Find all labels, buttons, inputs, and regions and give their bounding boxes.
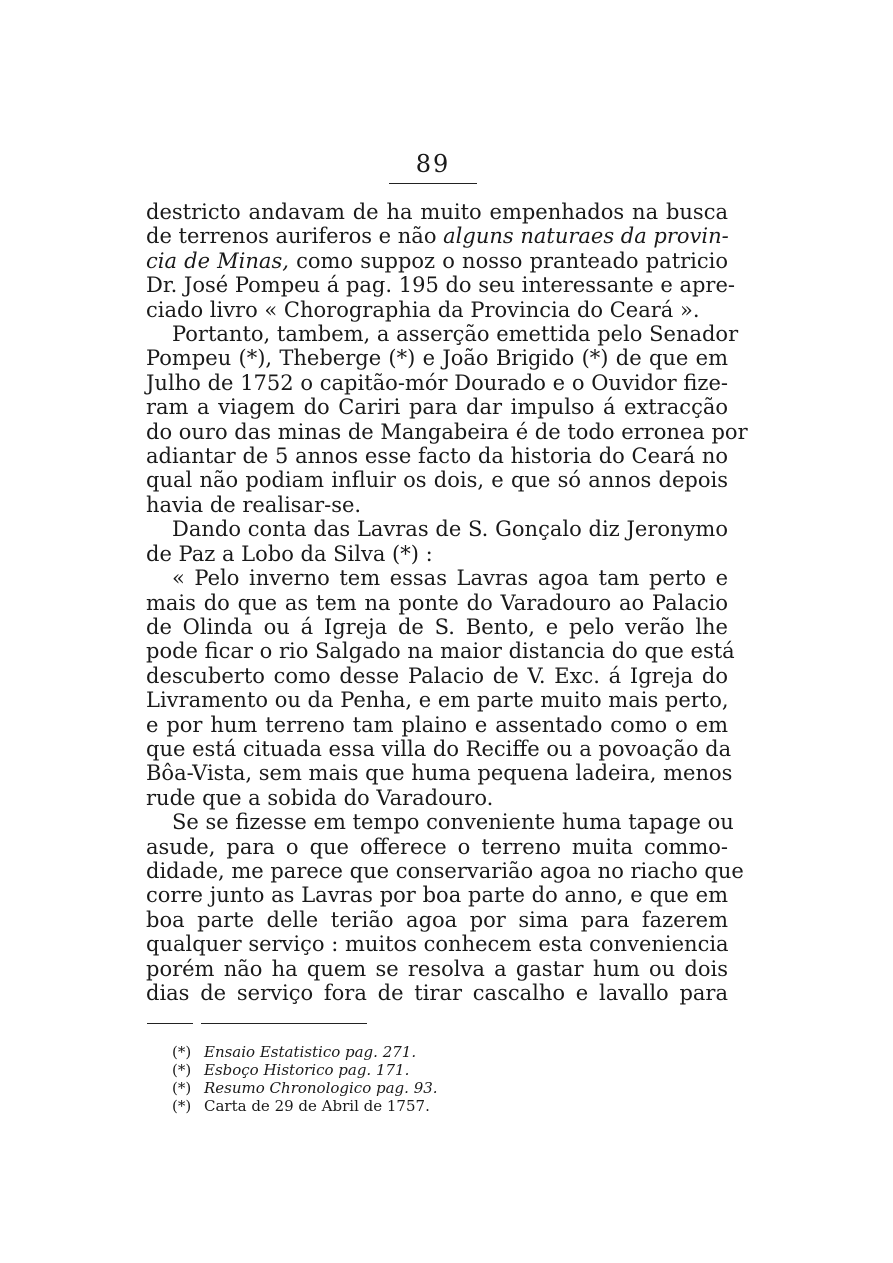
text-line: do ouro das minas de Mangabeira é de todo erronea por [146, 419, 748, 444]
text-line: de Paz a Lobo da Silva (*) : [146, 541, 433, 566]
text-line: descuberto como desse Palacio de V. Exc. á Igreja do [146, 663, 728, 688]
italic-phrase: cia de Minas, [146, 248, 289, 273]
text-line: asude, para o que offerece o terreno muita commo- [146, 834, 728, 859]
footnote-rule-long [201, 1023, 367, 1024]
text-line: qualquer serviço : muitos conhecem esta conveniencia [146, 932, 729, 957]
text-line: corre junto as Lavras por boa parte do anno, e que em [146, 883, 728, 908]
footnote-mark: (*) [172, 1061, 192, 1079]
text-line: « Pelo inverno tem essas Lavras agoa tam perto e [172, 566, 728, 591]
footnote-text: Resumo Chronologico pag. 93. [204, 1079, 438, 1097]
text-line: havia de realisar-se. [146, 492, 362, 517]
footnote [172, 1079, 592, 1097]
text-line: mais do que as tem na ponte do Varadouro ao Palacio [146, 590, 728, 615]
footnote-text: Ensaio Estatistico pag. 271. [204, 1043, 417, 1061]
footnote-mark: (*) [172, 1079, 192, 1097]
text-line: didade, me parece que conservarião agoa no riacho que [146, 858, 744, 883]
text-line: boa parte delle terião agoa por sima para fazerem [146, 907, 728, 932]
footnote-text: Esboço Historico pag. 171. [204, 1061, 410, 1079]
text-line: dias de serviço fora de tirar cascalho e lavallo para [146, 981, 728, 1005]
footnote-mark: (*) [172, 1043, 192, 1061]
text-line: pode ficar o rio Salgado na maior distancia do que está [146, 639, 735, 664]
text-line: porém não ha quem se resolva a gastar hum ou dois [146, 956, 728, 981]
text-line: Dr. José Pompeu á pag. 195 do seu interessante e apre- [146, 273, 735, 298]
text-line: de terrenos auriferos e não alguns naturaes da provin- [146, 224, 729, 249]
text-line: que está cituada essa villa do Reciffe ou a povoação da [146, 736, 732, 761]
text-line: de Olinda ou á Igreja de S. Bento, e pelo verão lhe [146, 614, 728, 639]
text-line: qual não podiam influir os dois, e que só annos depois [146, 468, 728, 493]
footnote [172, 1043, 592, 1061]
footnotes [172, 1043, 592, 1115]
italic-phrase: alguns naturaes da provin- [443, 224, 729, 249]
text-line: adiantar de 5 annos esse facto da historia do Ceará no [146, 444, 728, 469]
footnote-mark: (*) [172, 1097, 192, 1115]
text-line: Julho de 1752 o capitão-mór Dourado e o Ouvidor fize- [146, 370, 728, 395]
text-line: ciado livro « Chorographia da Provincia do Ceará ». [146, 297, 700, 322]
text-line: ram a viagem do Cariri para dar impulso á extracção [146, 395, 728, 420]
footnote-rule-short [147, 1023, 193, 1024]
text-line: Se se fizesse em tempo conveniente huma tapage ou [172, 810, 734, 835]
text-line: Dando conta das Lavras de S. Gonçalo diz Jeronymo [172, 517, 728, 542]
header-rule [389, 183, 477, 184]
text-line: Portanto, tambem, a asserção emettida pelo Senador [172, 322, 739, 347]
text-line: Bôa-Vista, sem mais que huma pequena ladeira, menos [146, 761, 733, 786]
text-line: e por hum terreno tam plaino e assentado como o em [146, 712, 728, 737]
text-line: Livramento ou da Penha, e em parte muito mais perto, [146, 688, 729, 713]
page-number: 89 [415, 150, 451, 178]
footnote [172, 1061, 592, 1079]
text-line: cia de Minas, como suppoz o nosso pranteado patricio [146, 248, 729, 273]
text-line: destricto andavam de ha muito empenhados na busca [146, 200, 728, 224]
footnote [172, 1097, 592, 1115]
body-text [146, 200, 748, 1005]
footnote-text: Carta de 29 de Abril de 1757. [204, 1097, 430, 1115]
text-line: rude que a sobida do Varadouro. [146, 785, 494, 810]
text-line: Pompeu (*), Theberge (*) e João Brigido (*) de que em [146, 346, 728, 371]
